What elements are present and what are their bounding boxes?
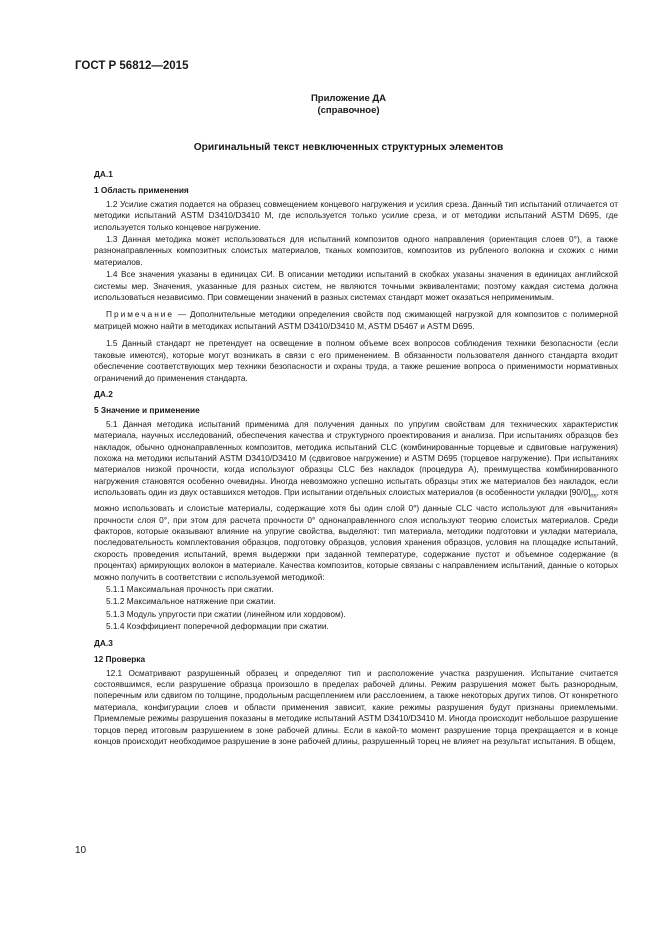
- paragraph: 1.4 Все значения указаны в единицах СИ. В описании методики испытаний в скобках указаны значения в единицах английской системы мер. Значения, указанные для разных систем, не являются точными эквивалентами; поэтому каждая система должна использоваться независимо. При совмещении значений в разных системах стандарт может оказаться неприменимым.: [94, 269, 618, 303]
- appendix-title: Приложение ДА: [310, 93, 387, 104]
- paragraph-part: 5.1 Данная методика испытаний применима для получения данных по упругим свойствам для технических характеристик материала, научных исследований, обеспечения качества и структурного проектирования и анализа. При испытаниях образцов без накладок, обычно однонаправленных композитов, методика испытаний CLC (комбинированные торцевые и сдвиговые нагружения) похожа на методики испытаний ASTM D3410/D3410 M (сдвиговое нагружение) и ASTM D695 (торцевое нагружение). При испытаниях материалов низкой прочности, когда используют образцы CLC без накладок (процедура А), преимущества комбинированного нагружения становятся особенно очевидны. Иногда невозможно успешно испытать образцы этих же материалов без накладок, если использовать один из двух оставшихся методов. При испытании отдельных слоистых материалов (в особенности укладки [90/0]: [94, 418, 618, 498]
- list-item: 5.1.3 Модуль упругости при сжатии (линейном или хордовом).: [106, 608, 346, 619]
- standard-id: ГОСТ Р 56812—2015: [75, 60, 189, 72]
- page-number: 10: [75, 845, 87, 856]
- note-label: Примечание: [106, 309, 175, 320]
- list-item: 5.1.1 Максимальная прочность при сжатии.: [106, 584, 274, 595]
- document-title: Оригинальный текст невключенных структурных элементов: [193, 142, 504, 153]
- section-heading: 1 Область применения: [94, 185, 189, 196]
- section-label: ДА.1: [94, 169, 113, 179]
- paragraph-part: , хотя можно использовать и слоистые материалы, содержащие хотя бы один слой 0°) данные CLC часто используют для «вычитания» прочности слоя 0°, при этом для расчета прочности 0° однонаправленного слоя используют теорию слоистых материалов. Среди факторов, которые оказывают влияние на упругие свойства, выделяют: тип материала, методики подготовки и укладки материала, последовательность комплектования образцов, подготовку образцов, условия хранения образцов, условия на площадке испытаний, скорость проведения испытаний, время выдержки при заданной температуре, содержание пустот и объемное содержание (в процентах) армирующих волокон в материале. Качества композитов, которые связаны с направлением испытаний, данные о которых можно получить в соответствии с используемой методикой:: [94, 487, 619, 582]
- paragraph: 1.2 Усилие сжатия подается на образец совмещением концевого нагружения и усилия среза. Данный тип испытаний отличается от методики испытаний ASTM D3410/D3410 M, где используется только усилие среза, и от методики испытаний ASTM D695, где используется только концевое нагружение.: [94, 198, 618, 232]
- paragraph: 12.1 Осматривают разрушенный образец и определяют тип и расположение участка разрушения. Испытание считается состоявшимся, если разрушение образца произошло в пределах рабочей длины. Режим разрушения может быть разнородным, поперечным или сдвигом по толщине, продольным расщеплением или расслоением, а также некоторых других типов. От конкретного материала, конфигурации слоев и области применения зависит, какие режимы разрушения будут признаны приемлемыми. Приемлемые режимы разрушения показаны в методике испытаний ASTM D3410/D3410 M. Иногда происходит небольшое разрушение торцов перед итоговым разрушением в зоне рабочей длины. Если в какой-то момент разрушение торца прекращается и в конце концов происходит необходимое разрушение в зоне рабочей длины, разрушенный торец не влияет на результат испытания. В общем,: [94, 667, 618, 746]
- appendix-subtitle: (справочное): [317, 105, 380, 116]
- section-label: ДА.2: [94, 388, 113, 399]
- paragraph: 1.3 Данная методика может использоваться для испытаний композитов одного направления (ориентация слоев 0°), а также разнонаправленных композитных слоистых материалов, тканых композитов, композитов из рубленого волокна и схожих с ними материалов.: [94, 234, 618, 267]
- section-heading: 5 Значение и применение: [94, 405, 200, 416]
- list-item: 5.1.2 Максимальное натяжение при сжатии.: [106, 596, 276, 607]
- note: [94, 309, 618, 332]
- paragraph: 1.5 Данный стандарт не претендует на освещение в полном объеме всех вопросов соблюдения техники безопасности (если таковые имеются), которые могут возникать в связи с его применением. В обязанности пользователя данного стандарта входит обеспечение соответствующих мер техники безопасности и охраны труда, а также решение вопроса о применимости нормативных ограничений до применения стандарта.: [94, 338, 618, 383]
- section-heading: 12 Проверка: [94, 654, 146, 665]
- document-body: [94, 164, 618, 748]
- appendix-heading: [75, 93, 622, 117]
- subscript: ns: [590, 493, 597, 500]
- section-label: ДА.3: [94, 637, 113, 648]
- list-item: 5.1.4 Коэффициент поперечной деформации при сжатии.: [106, 621, 329, 632]
- paragraph: [94, 419, 618, 583]
- note-text: — Дополнительные методики определения свойств под сжимающей нагрузкой для композитов с полимерной матрицей можно найти в методиках испытаний ASTM D3410/D3410 M, ASTM D5467 и ASTM D695.: [94, 309, 618, 331]
